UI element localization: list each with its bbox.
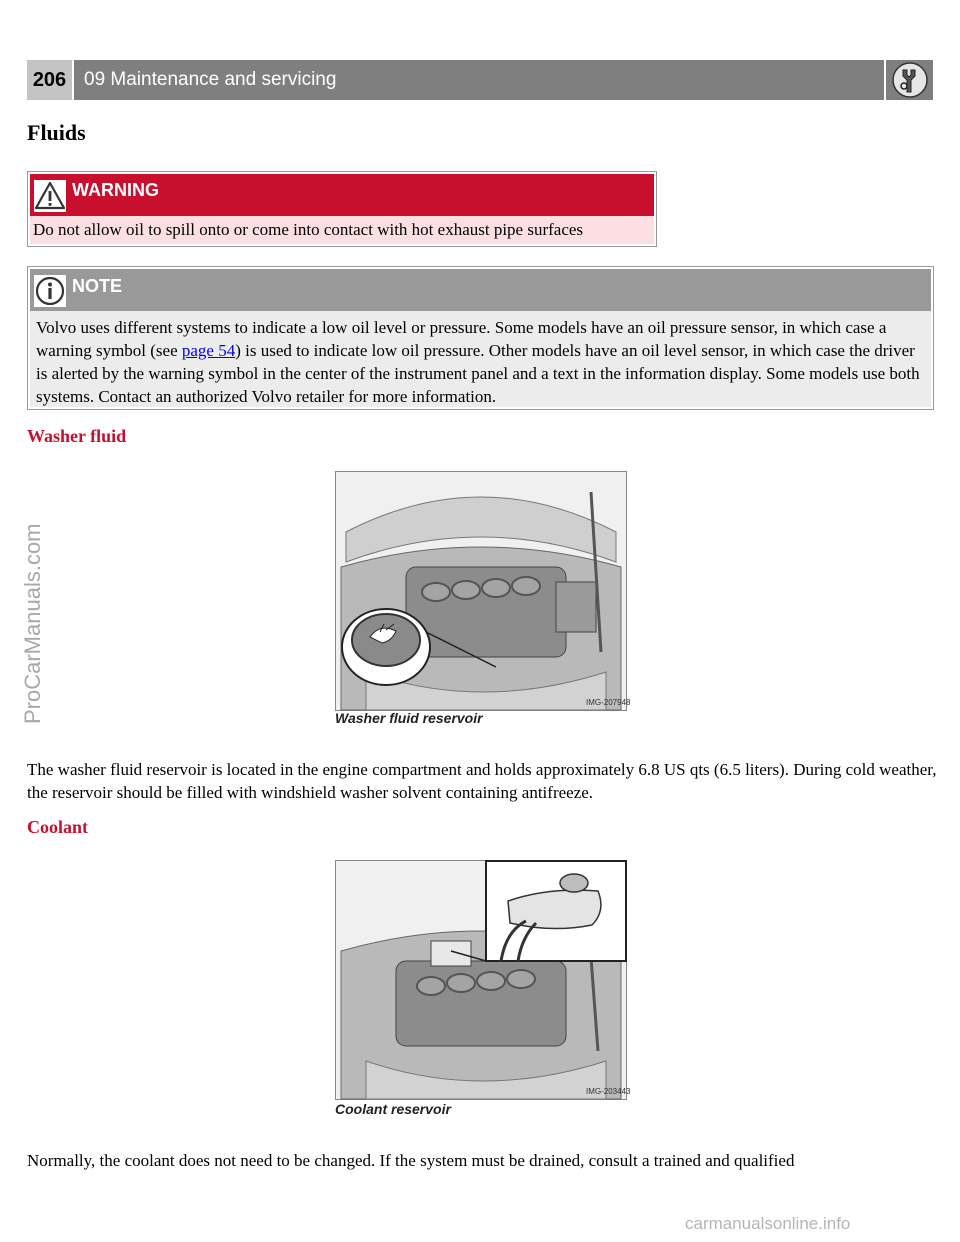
warning-label: WARNING <box>72 180 159 200</box>
washer-fluid-heading: Washer fluid <box>27 426 127 446</box>
note-text-part-1: Volvo uses different systems to indicate a low oil level or pressure. Some models have an oil pressure sensor, in which case a warning symbol (see <box>36 318 887 360</box>
coolant-heading: Coolant <box>27 817 89 837</box>
engine-bay-illustration-coolant <box>336 861 631 1099</box>
coolant-paragraph: Normally, the coolant does not need to be changed. If the system must be drained, consult a trained and qualified <box>27 1151 795 1170</box>
coolant-figure <box>335 860 631 1100</box>
note-header <box>30 269 931 311</box>
chapter-title: 09 Maintenance and servicing <box>74 60 884 100</box>
warning-header <box>30 174 654 216</box>
info-icon <box>34 275 66 307</box>
warning-triangle-icon <box>34 180 66 212</box>
note-text <box>30 311 931 407</box>
washer-image-code: IMG-207948 <box>586 698 631 707</box>
note-text-part-2: ) is used to indicate low oil pressure. Other models have an oil level sensor, in which case the driver is alerted by the warning symbol in the center of the instrument panel and a text in the information display. Some models use both systems. Contact an authorized Volvo retailer for more information. <box>36 341 920 406</box>
side-watermark: ProCarManuals.com <box>20 523 45 724</box>
page-54-link[interactable]: page 54 <box>181 341 236 360</box>
note-label: NOTE <box>72 276 123 296</box>
washer-fluid-paragraph: The washer fluid reservoir is located in the engine compartment and holds approximately 6.8 US qts (6.5 liters). During cold weather, the reservoir should be filled with windshield washer solvent containing antifreeze. <box>27 760 937 802</box>
washer-fluid-caption: Washer fluid reservoir <box>335 710 483 726</box>
coolant-image-code: IMG-203443 <box>586 1087 631 1096</box>
wrench-icon <box>886 60 933 100</box>
coolant-caption: Coolant reservoir <box>335 1101 451 1117</box>
engine-bay-illustration-washer <box>336 472 631 710</box>
warning-text: Do not allow oil to spill onto or come into contact with hot exhaust pipe surfaces <box>30 216 654 244</box>
note-box <box>27 266 934 410</box>
footer-watermark: carmanualsonline.info <box>685 1214 851 1233</box>
page-number: 206 <box>27 60 72 100</box>
warning-box <box>27 171 657 247</box>
washer-fluid-figure <box>335 471 631 711</box>
page-header <box>27 60 933 100</box>
page-title: Fluids <box>27 120 86 145</box>
